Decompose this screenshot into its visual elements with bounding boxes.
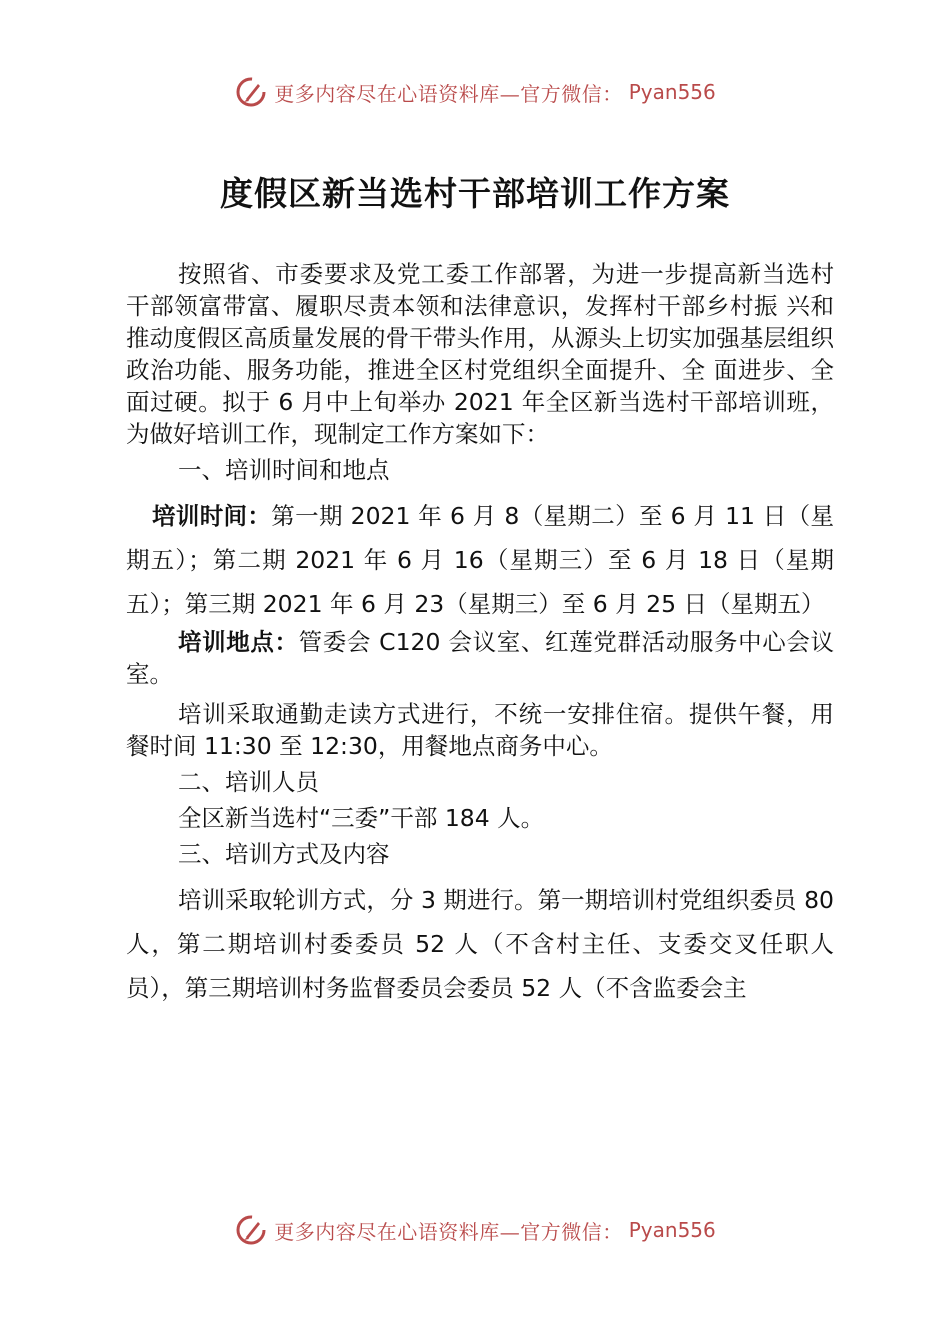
brush-logo-icon [234, 75, 268, 109]
watermark-contact: Pyan556 [628, 1218, 716, 1242]
watermark-text: 更多内容尽在心语资料库—官方微信： [274, 1219, 623, 1244]
document-title: 度假区新当选村干部培训工作方案 [220, 174, 730, 213]
section-heading-method: 三、培训方式及内容 [178, 840, 390, 868]
training-time-label: 培训时间： [152, 502, 272, 530]
watermark-footer [0, 1210, 950, 1250]
section-heading-personnel: 二、培训人员 [178, 768, 319, 796]
training-place-label: 培训地点： [178, 628, 299, 656]
watermark-text: 更多内容尽在心语资料库—官方微信： [274, 81, 623, 106]
commute-paragraph: 培训采取通勤走读方式进行，不统一安排住宿。提供午餐，用餐时间 11:30 至 12:30，用餐地点商务中心。 [126, 700, 834, 760]
intro-paragraph: 按照省、市委要求及党工委工作部署，为进一步提高新当选村干部领富带富、履职尽责本领和法律意识，发挥村干部乡村振 兴和推动度假区高质量发展的骨干带头作用，从源头上切实加强基层组织政治功能、服务功能，推进全区村党组织全面提升、全 面进步、全面过硬。拟于 6 月中上旬举办 2021 年全区新当选村干部培训班，为做好培训工作，现制定工作方案如下： [126, 260, 834, 448]
section-heading-time-place: 一、培训时间和地点 [178, 456, 390, 484]
training-place-paragraph [126, 626, 834, 690]
watermark-header [0, 72, 950, 112]
training-time-text: 第一期 2021 年 6 月 8（星期二）至 6 月 11 日（星期五）；第二期 2021 年 6 月 16（星期三）至 6 月 18 日（星期五）；第三期 2021 年 6 月 23（星期三）至 6 月 25 日（星期五） [126, 502, 835, 618]
personnel-paragraph: 全区新当选村“三委”干部 184 人。 [178, 804, 545, 832]
training-time-paragraph [126, 494, 834, 626]
watermark-contact: Pyan556 [628, 80, 716, 104]
method-paragraph: 培训采取轮训方式，分 3 期进行。第一期培训村党组织委员 80 人，第二期培训村委委员 52 人（不含村主任、支委交叉任职人员），第三期培训村务监督委员会委员 52 人（不含监委会主 [126, 886, 834, 1002]
training-place-text: 管委会 C120 会议室、红莲党群活动服务中心会议室。 [126, 628, 835, 688]
brush-logo-icon [234, 1213, 268, 1247]
document-body [126, 258, 834, 1010]
